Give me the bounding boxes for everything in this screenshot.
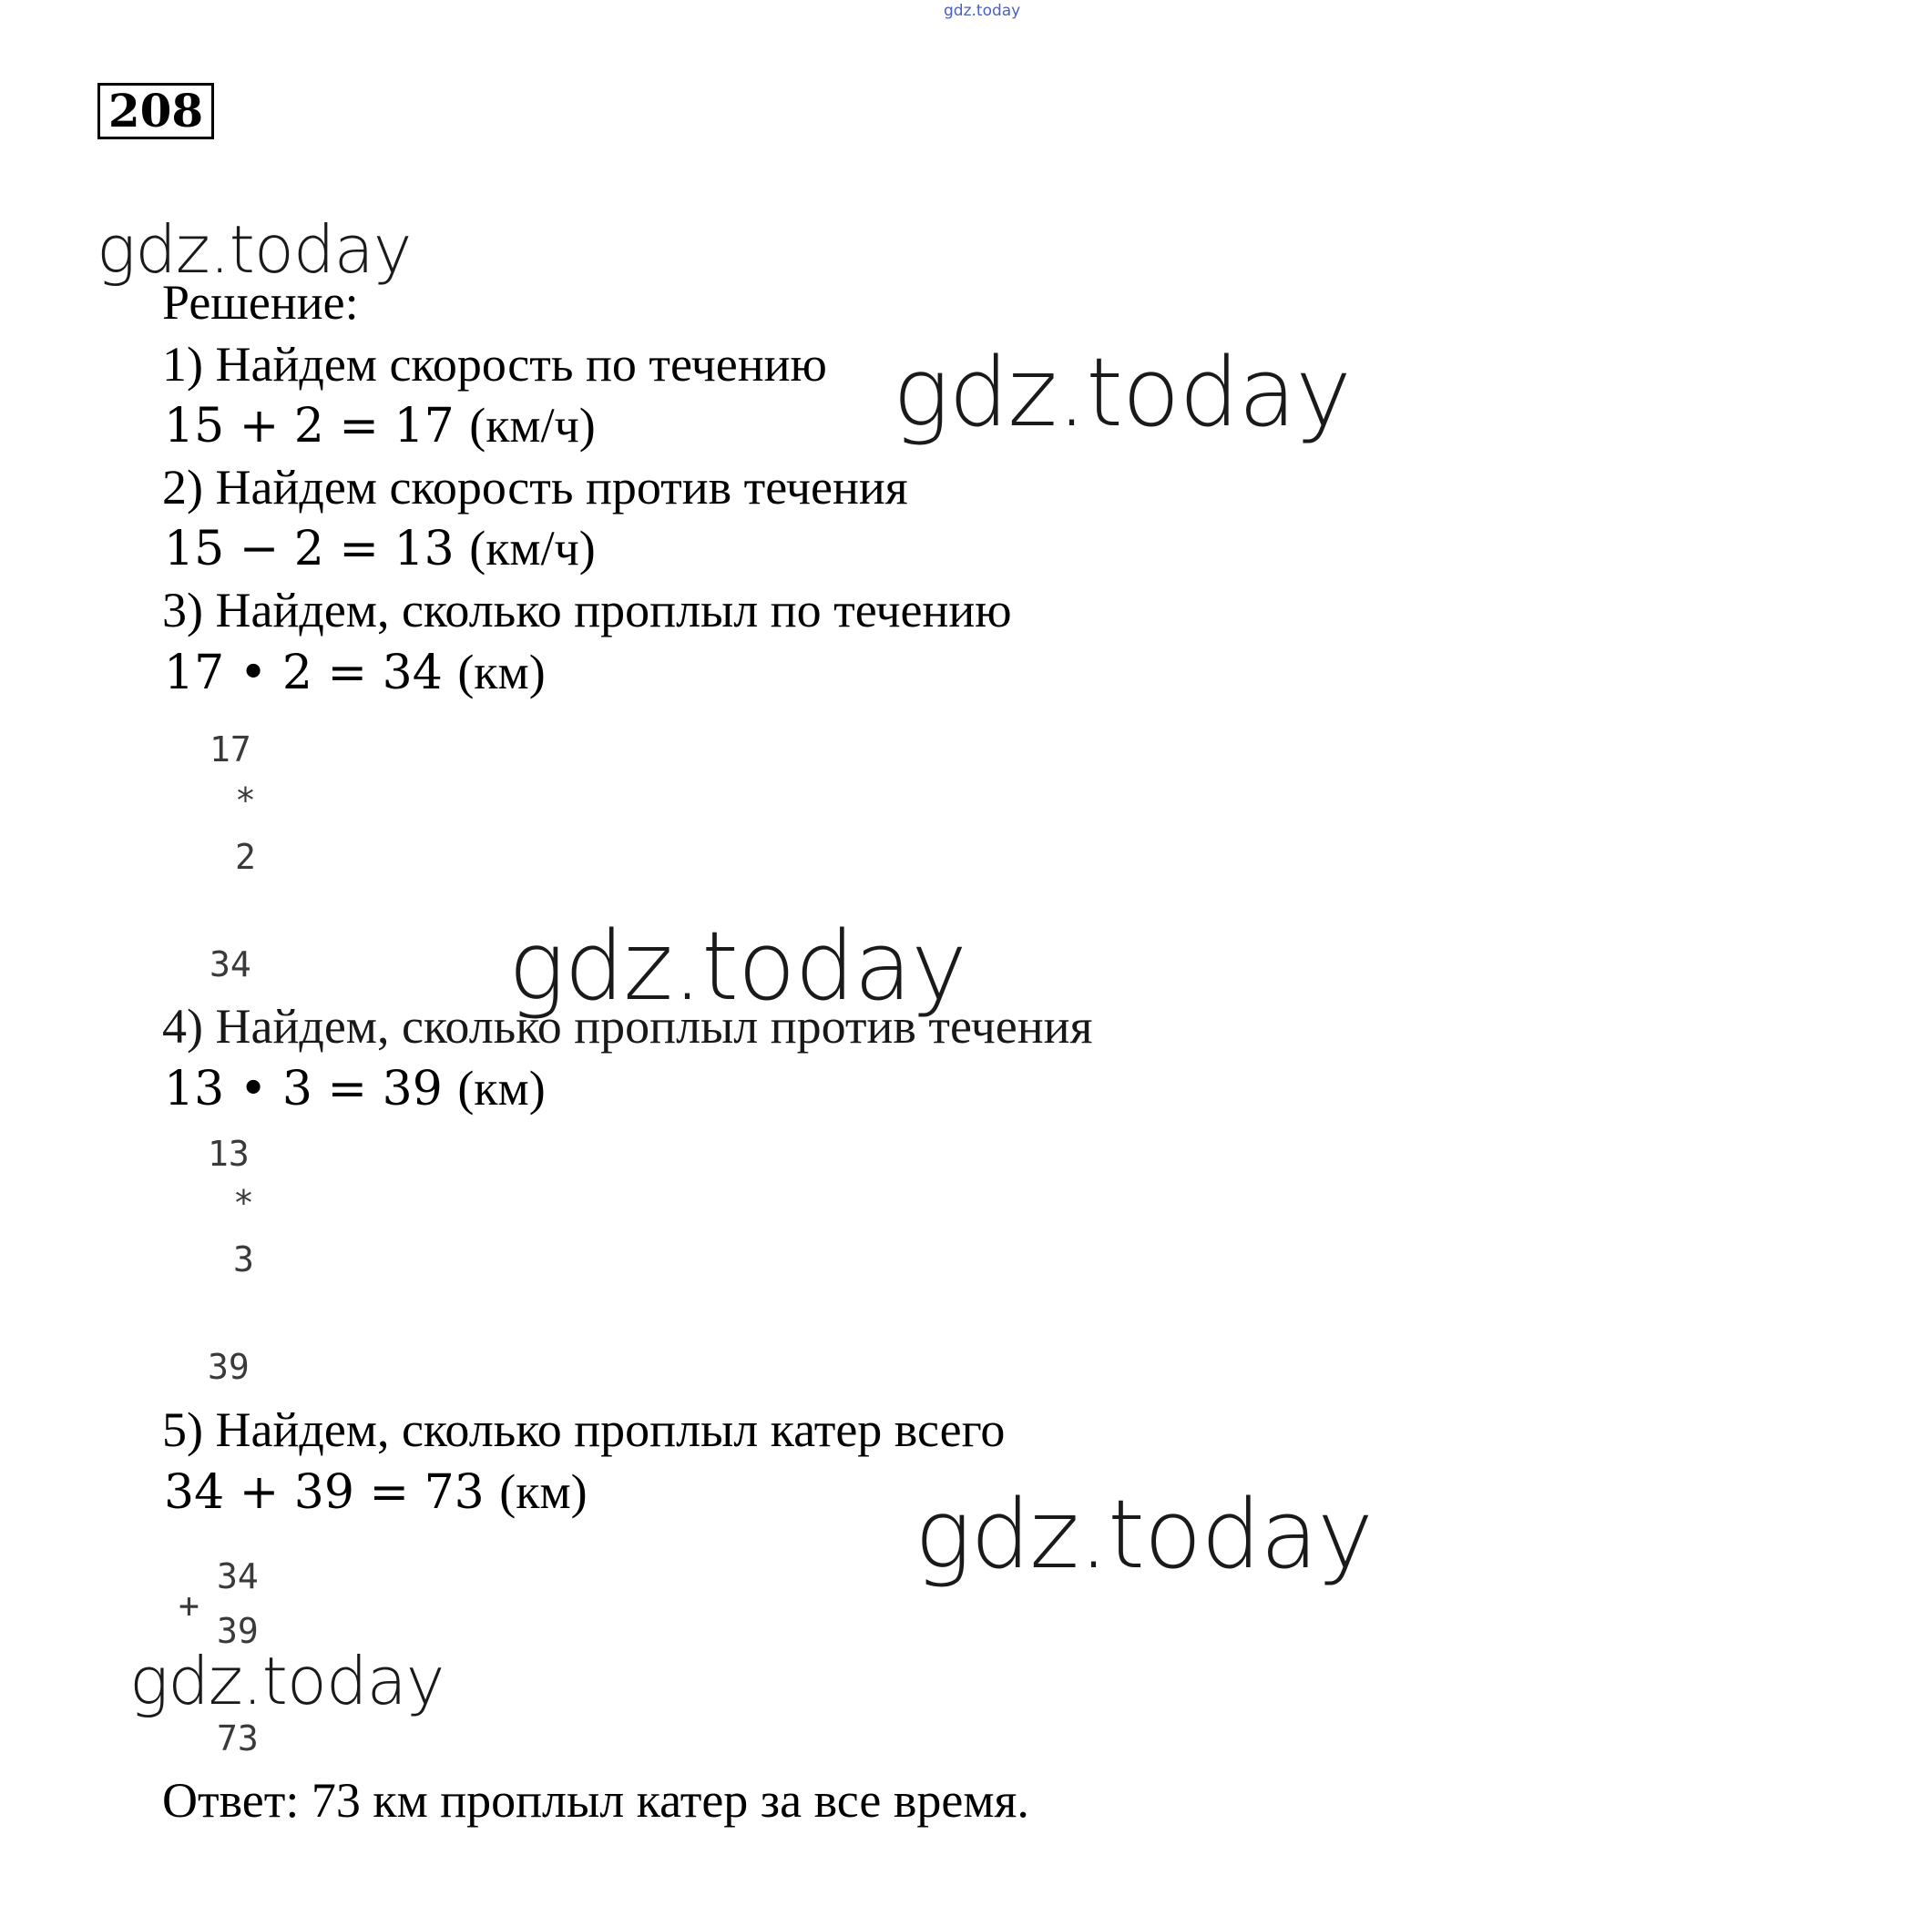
calc-1-operator: * (235, 780, 256, 820)
watermark-3: gdz.today (508, 911, 966, 1022)
step-3-expr: 17 • 2 = 34 (164, 646, 443, 700)
calc-2-operand-b: 3 (233, 1239, 254, 1279)
problem-number: 208 (97, 83, 214, 139)
step-2-equation (164, 521, 596, 576)
step-4-title: 4) Найдем, сколько проплыл против течения (162, 999, 1093, 1054)
step-5-equation (164, 1464, 588, 1520)
calc-1-operand-b: 2 (235, 837, 256, 877)
step-1-unit: (км/ч) (469, 398, 596, 453)
calc-2-operator: * (233, 1183, 254, 1223)
watermark-4: gdz.today (915, 1479, 1373, 1590)
step-5-unit: (км) (499, 1464, 588, 1519)
step-2-unit: (км/ч) (469, 521, 596, 576)
step-3-equation (164, 645, 546, 700)
step-1-title: 1) Найдем скорость по течению (162, 337, 827, 392)
calc-1-result: 34 (210, 944, 251, 984)
watermark-5: gdz.today (129, 1643, 445, 1719)
calc-1-operand-a: 17 (210, 729, 251, 770)
step-3-title: 3) Найдем, сколько проплыл по течению (162, 583, 1012, 637)
step-5-expr: 34 + 39 = 73 (164, 1465, 485, 1520)
step-4-unit: (км) (457, 1061, 546, 1116)
calc-2-result: 39 (208, 1347, 250, 1387)
calc-2-operand-a: 13 (208, 1134, 250, 1174)
solution-label: Решение: (162, 275, 359, 330)
watermark-1: gdz.today (97, 211, 412, 288)
calc-3-operator: + (179, 1585, 199, 1626)
step-2-title: 2) Найдем скорость против течения (162, 460, 908, 515)
step-2-expr: 15 − 2 = 13 (164, 522, 455, 576)
calc-3-operand-a: 34 (217, 1556, 259, 1596)
watermark-2: gdz.today (893, 337, 1351, 448)
calc-3-result: 73 (217, 1718, 259, 1758)
answer-text: Ответ: 73 км проплыл катер за все время. (162, 1773, 1029, 1828)
step-1-expr: 15 + 2 = 17 (164, 399, 455, 454)
step-4-equation (164, 1061, 546, 1116)
step-1-equation (164, 398, 596, 454)
step-5-title: 5) Найдем, сколько проплыл катер всего (162, 1402, 1006, 1457)
step-4-expr: 13 • 3 = 39 (164, 1062, 443, 1116)
calc-3-operand-b: 39 (217, 1611, 259, 1651)
step-3-unit: (км) (457, 645, 546, 699)
header-watermark: gdz.today (944, 2, 1021, 20)
